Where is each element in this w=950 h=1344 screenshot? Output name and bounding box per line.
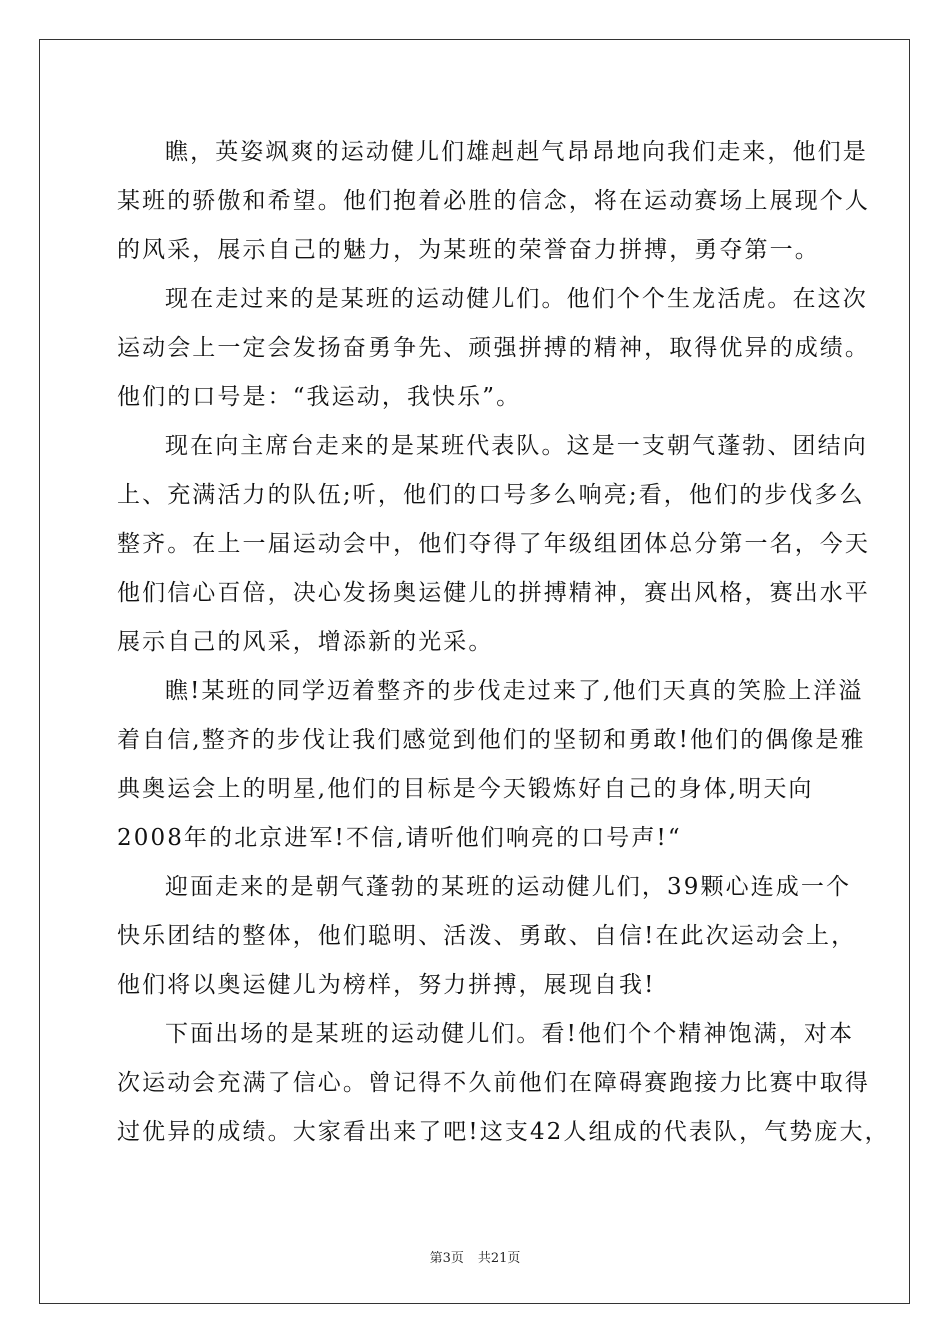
paragraph-2: [117, 275, 870, 422]
text-line: 整齐。在上一届运动会中，他们夺得了年级组团体总分第一名，今天: [117, 531, 870, 557]
paragraph-5: [117, 863, 857, 1010]
text-line: 某班的骄傲和希望。他们抱着必胜的信念，将在运动赛场上展现个人: [117, 188, 870, 214]
text-line: 着自信,整齐的步伐让我们感觉到他们的坚韧和勇敢!他们的偶像是雅: [117, 727, 866, 753]
text-line: 展示自己的风采，增添新的光采。: [117, 629, 494, 655]
paragraph-4: [117, 667, 866, 863]
text-line: 迎面走来的是朝气蓬勃的某班的运动健儿们，39颗心连成一个: [165, 874, 852, 900]
text-line: 上、充满活力的队伍;听，他们的口号多么响亮;看，他们的步伐多么: [117, 482, 865, 508]
text-line: 他们将以奥运健儿为榜样，努力拼搏，展现自我!: [117, 972, 656, 998]
text-line: 现在向主席台走来的是某班代表队。这是一支朝气蓬勃、团结向: [165, 433, 868, 459]
text-line: 典奥运会上的明星,他们的目标是今天锻炼好自己的身体,明天向: [117, 776, 814, 802]
document-body: [117, 128, 890, 1157]
text-line: 过优异的成绩。大家看出来了吧!这支42人组成的代表队，气势庞大，: [117, 1119, 890, 1145]
text-line: 现在走过来的是某班的运动健儿们。他们个个生龙活虎。在这次: [165, 286, 868, 312]
paragraph-6: [117, 1010, 890, 1157]
paragraph-1: [117, 128, 870, 275]
text-line: 快乐团结的整体，他们聪明、活泼、勇敢、自信!在此次运动会上，: [117, 923, 857, 949]
text-line: 瞧，英姿飒爽的运动健儿们雄赳赳气昂昂地向我们走来，他们是: [165, 139, 868, 165]
text-line: 下面出场的是某班的运动健儿们。看!他们个个精神饱满，对本: [165, 1021, 855, 1047]
text-line: 他们的口号是：“我运动，我快乐”。: [117, 384, 522, 410]
text-line: 瞧!某班的同学迈着整齐的步伐走过来了,他们天真的笑脸上洋溢: [165, 678, 864, 704]
page-footer: [0, 1247, 950, 1266]
text-line: 他们信心百倍，决心发扬奥运健儿的拼搏精神，赛出风格，赛出水平: [117, 580, 870, 606]
page-number: 第3页: [429, 1251, 464, 1266]
text-line: 运动会上一定会发扬奋勇争先、顽强拼搏的精神，取得优异的成绩。: [117, 335, 870, 361]
text-line: 的风采，展示自己的魅力，为某班的荣誉奋力拼搏，勇夺第一。: [117, 237, 820, 263]
paragraph-3: [117, 422, 870, 667]
text-line: 2008年的北京进军!不信,请听他们响亮的口号声!“: [117, 825, 682, 851]
total-pages: 共21页: [477, 1251, 521, 1266]
text-line: 次运动会充满了信心。曾记得不久前他们在障碍赛跑接力比赛中取得: [117, 1070, 870, 1096]
